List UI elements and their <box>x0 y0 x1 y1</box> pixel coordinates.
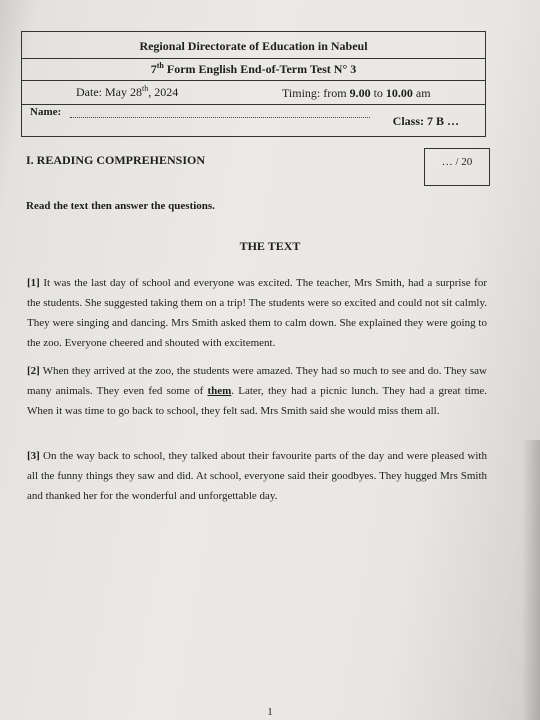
paragraph-2-text-after: . Later, they had a picnic lunch. They had a great time. When it was time to go back to school, they felt sad. Mrs Smith said she would miss them all. <box>27 385 488 417</box>
header-row-name-class <box>22 104 485 136</box>
timing-mid: to <box>370 86 386 100</box>
paragraph-1 <box>27 273 487 353</box>
header-row-directorate <box>22 32 485 59</box>
paragraph-1-text: It was the last day of school and everyone was excited. The teacher, Mrs Smith, had a surprise for the students. She suggested taking them on a trip! The students were so excited and could not sit calmly. They were singing and dancing. Mrs Smith asked them to calm down. She explained they were going to the zoo. Everyone cheered and shouted with excitement. <box>27 277 487 349</box>
paragraph-2-number: [2] <box>27 365 40 377</box>
header-row-date-timing <box>22 80 485 105</box>
paragraph-3 <box>27 446 487 506</box>
test-title-rest: Form English End-of-Term Test N° 3 <box>163 62 357 76</box>
page-number: 1 <box>267 706 273 718</box>
score-label: … / 20 <box>441 156 473 168</box>
date-sup: th <box>141 84 149 93</box>
section-title: I. READING COMPREHENSION <box>26 153 206 167</box>
paragraph-3-number: [3] <box>27 450 40 462</box>
paragraph-2-text-before: When they arrived at the zoo, the students were amazed. They had so much to see and do. They saw many animals. They even fed some of <box>27 365 487 397</box>
paragraph-3-text: On the way back to school, they talked about their favourite parts of the day and were pleased with all the funny things they saw and did. At school, everyone said their goodbyes. They hugged Mrs Smith and thanked her for the wonderful and unforgettable day. <box>27 450 487 502</box>
paragraph-1-number: [1] <box>27 277 40 289</box>
directorate-title: Regional Directorate of Education in Nabeul <box>139 39 368 53</box>
date-suffix: , 2024 <box>148 85 179 99</box>
text-heading: THE TEXT <box>239 239 301 253</box>
exam-header-box <box>21 31 486 137</box>
underlined-word-them: them <box>207 385 232 397</box>
score-box <box>424 148 490 186</box>
test-date <box>76 84 178 100</box>
header-row-test-title <box>22 58 485 81</box>
test-timing <box>282 86 431 101</box>
test-title <box>22 61 485 77</box>
timing-start: 9.00 <box>349 86 371 100</box>
date-prefix: Date: May 28 <box>76 85 142 99</box>
paragraph-2 <box>27 361 487 421</box>
instruction: Read the text then answer the questions. <box>26 200 215 212</box>
timing-suffix: am <box>412 86 431 100</box>
test-title-ordinal: 7 <box>150 62 157 76</box>
timing-prefix: Timing: from <box>282 86 350 100</box>
class-label: Class: 7 B … <box>392 114 459 128</box>
test-title-sup: th <box>156 61 164 70</box>
timing-end: 10.00 <box>385 86 413 100</box>
page-edge-shadow <box>522 440 540 720</box>
name-field[interactable] <box>70 108 370 118</box>
name-label: Name: <box>30 106 62 118</box>
